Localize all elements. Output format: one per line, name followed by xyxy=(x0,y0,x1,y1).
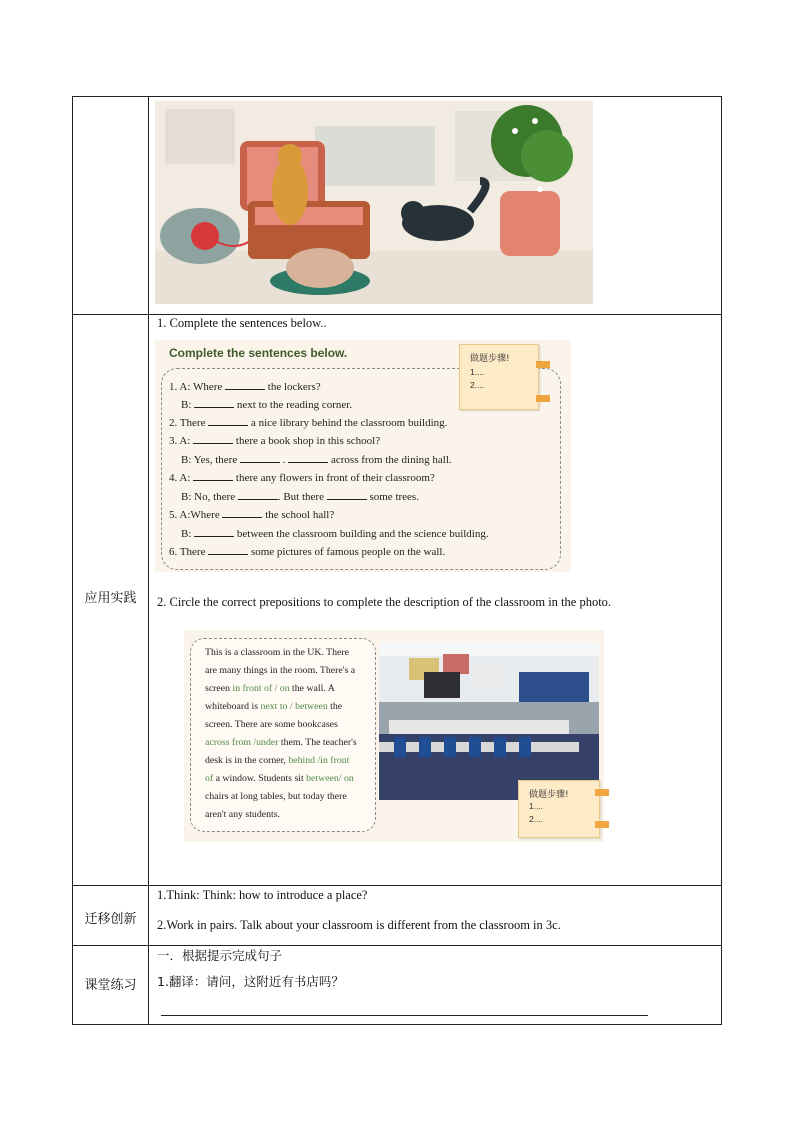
ex2-steps-note: 做题步骤! 1.... 2.... xyxy=(518,780,600,838)
sentence-5a: 5. A:Where the school hall? xyxy=(169,509,335,521)
note-tab xyxy=(536,395,550,402)
exercise-heading: 一．根据提示完成句子 xyxy=(157,948,283,963)
row-divider xyxy=(73,885,721,886)
sentence-3a: 3. A: there a book shop in this school? xyxy=(169,435,381,447)
classroom-description-box: This is a classroom in the UK. There are many things in the room. There's a screen in front of / on the wall. A whiteboard is next to / between the screen. There are some bookcases across from /under them. The teacher's desk is in the corner, behind /in front of a window. Students sit between/ on chairs at long tables, but today there aren't any students. xyxy=(190,638,376,832)
note-tab xyxy=(595,821,609,828)
sentence-5b: B: between the classroom building and the science building. xyxy=(181,528,489,540)
ex1-card-title: Complete the sentences below. xyxy=(169,346,348,360)
illustration-art xyxy=(155,101,593,304)
sentence-3b: B: Yes, there . across from the dining hall. xyxy=(181,454,452,466)
row-label-exercise: 课堂练习 xyxy=(84,978,137,993)
ex2-intro: 2. Circle the correct prepositions to complete the description of the classroom in the photo. xyxy=(157,595,612,609)
sentence-4a: 4. A: there any flowers in front of their classroom? xyxy=(169,472,435,484)
answer-line[interactable] xyxy=(161,1015,648,1016)
note-tab xyxy=(595,789,609,796)
classroom-photo-art xyxy=(379,642,599,800)
exercise-question-1: 1.翻译：请问，这附近有书店吗？ xyxy=(157,974,344,989)
cats-classroom-illustration xyxy=(155,101,593,304)
sentence-1b: B: next to the reading corner. xyxy=(181,399,353,411)
row-label-transfer: 迁移创新 xyxy=(84,912,137,927)
row-label-practice: 应用实践 xyxy=(84,591,137,606)
sentence-6: 6. There some pictures of famous people on the wall. xyxy=(169,546,446,558)
lesson-table xyxy=(72,96,722,1025)
uk-classroom-photo xyxy=(379,642,599,800)
note-tab xyxy=(536,361,550,368)
row-divider xyxy=(73,945,721,946)
exercise1-card xyxy=(155,340,571,572)
sentence-2: 2. There a nice library behind the classroom building. xyxy=(169,417,448,429)
transfer-line-1: 1.Think: Think: how to introduce a place? xyxy=(157,888,368,902)
sentence-4b: B: No, there . But there some trees. xyxy=(181,491,419,503)
exercise2-card xyxy=(184,630,604,842)
ex1-steps-note: 做题步骤! 1.... 2.... xyxy=(459,344,539,410)
transfer-line-2: 2.Work in pairs. Talk about your classroom is different from the classroom in 3c. xyxy=(157,918,561,932)
ex1-intro: 1. Complete the sentences below.. xyxy=(157,316,327,330)
sentence-1a: 1. A: Where the lockers? xyxy=(169,381,321,393)
